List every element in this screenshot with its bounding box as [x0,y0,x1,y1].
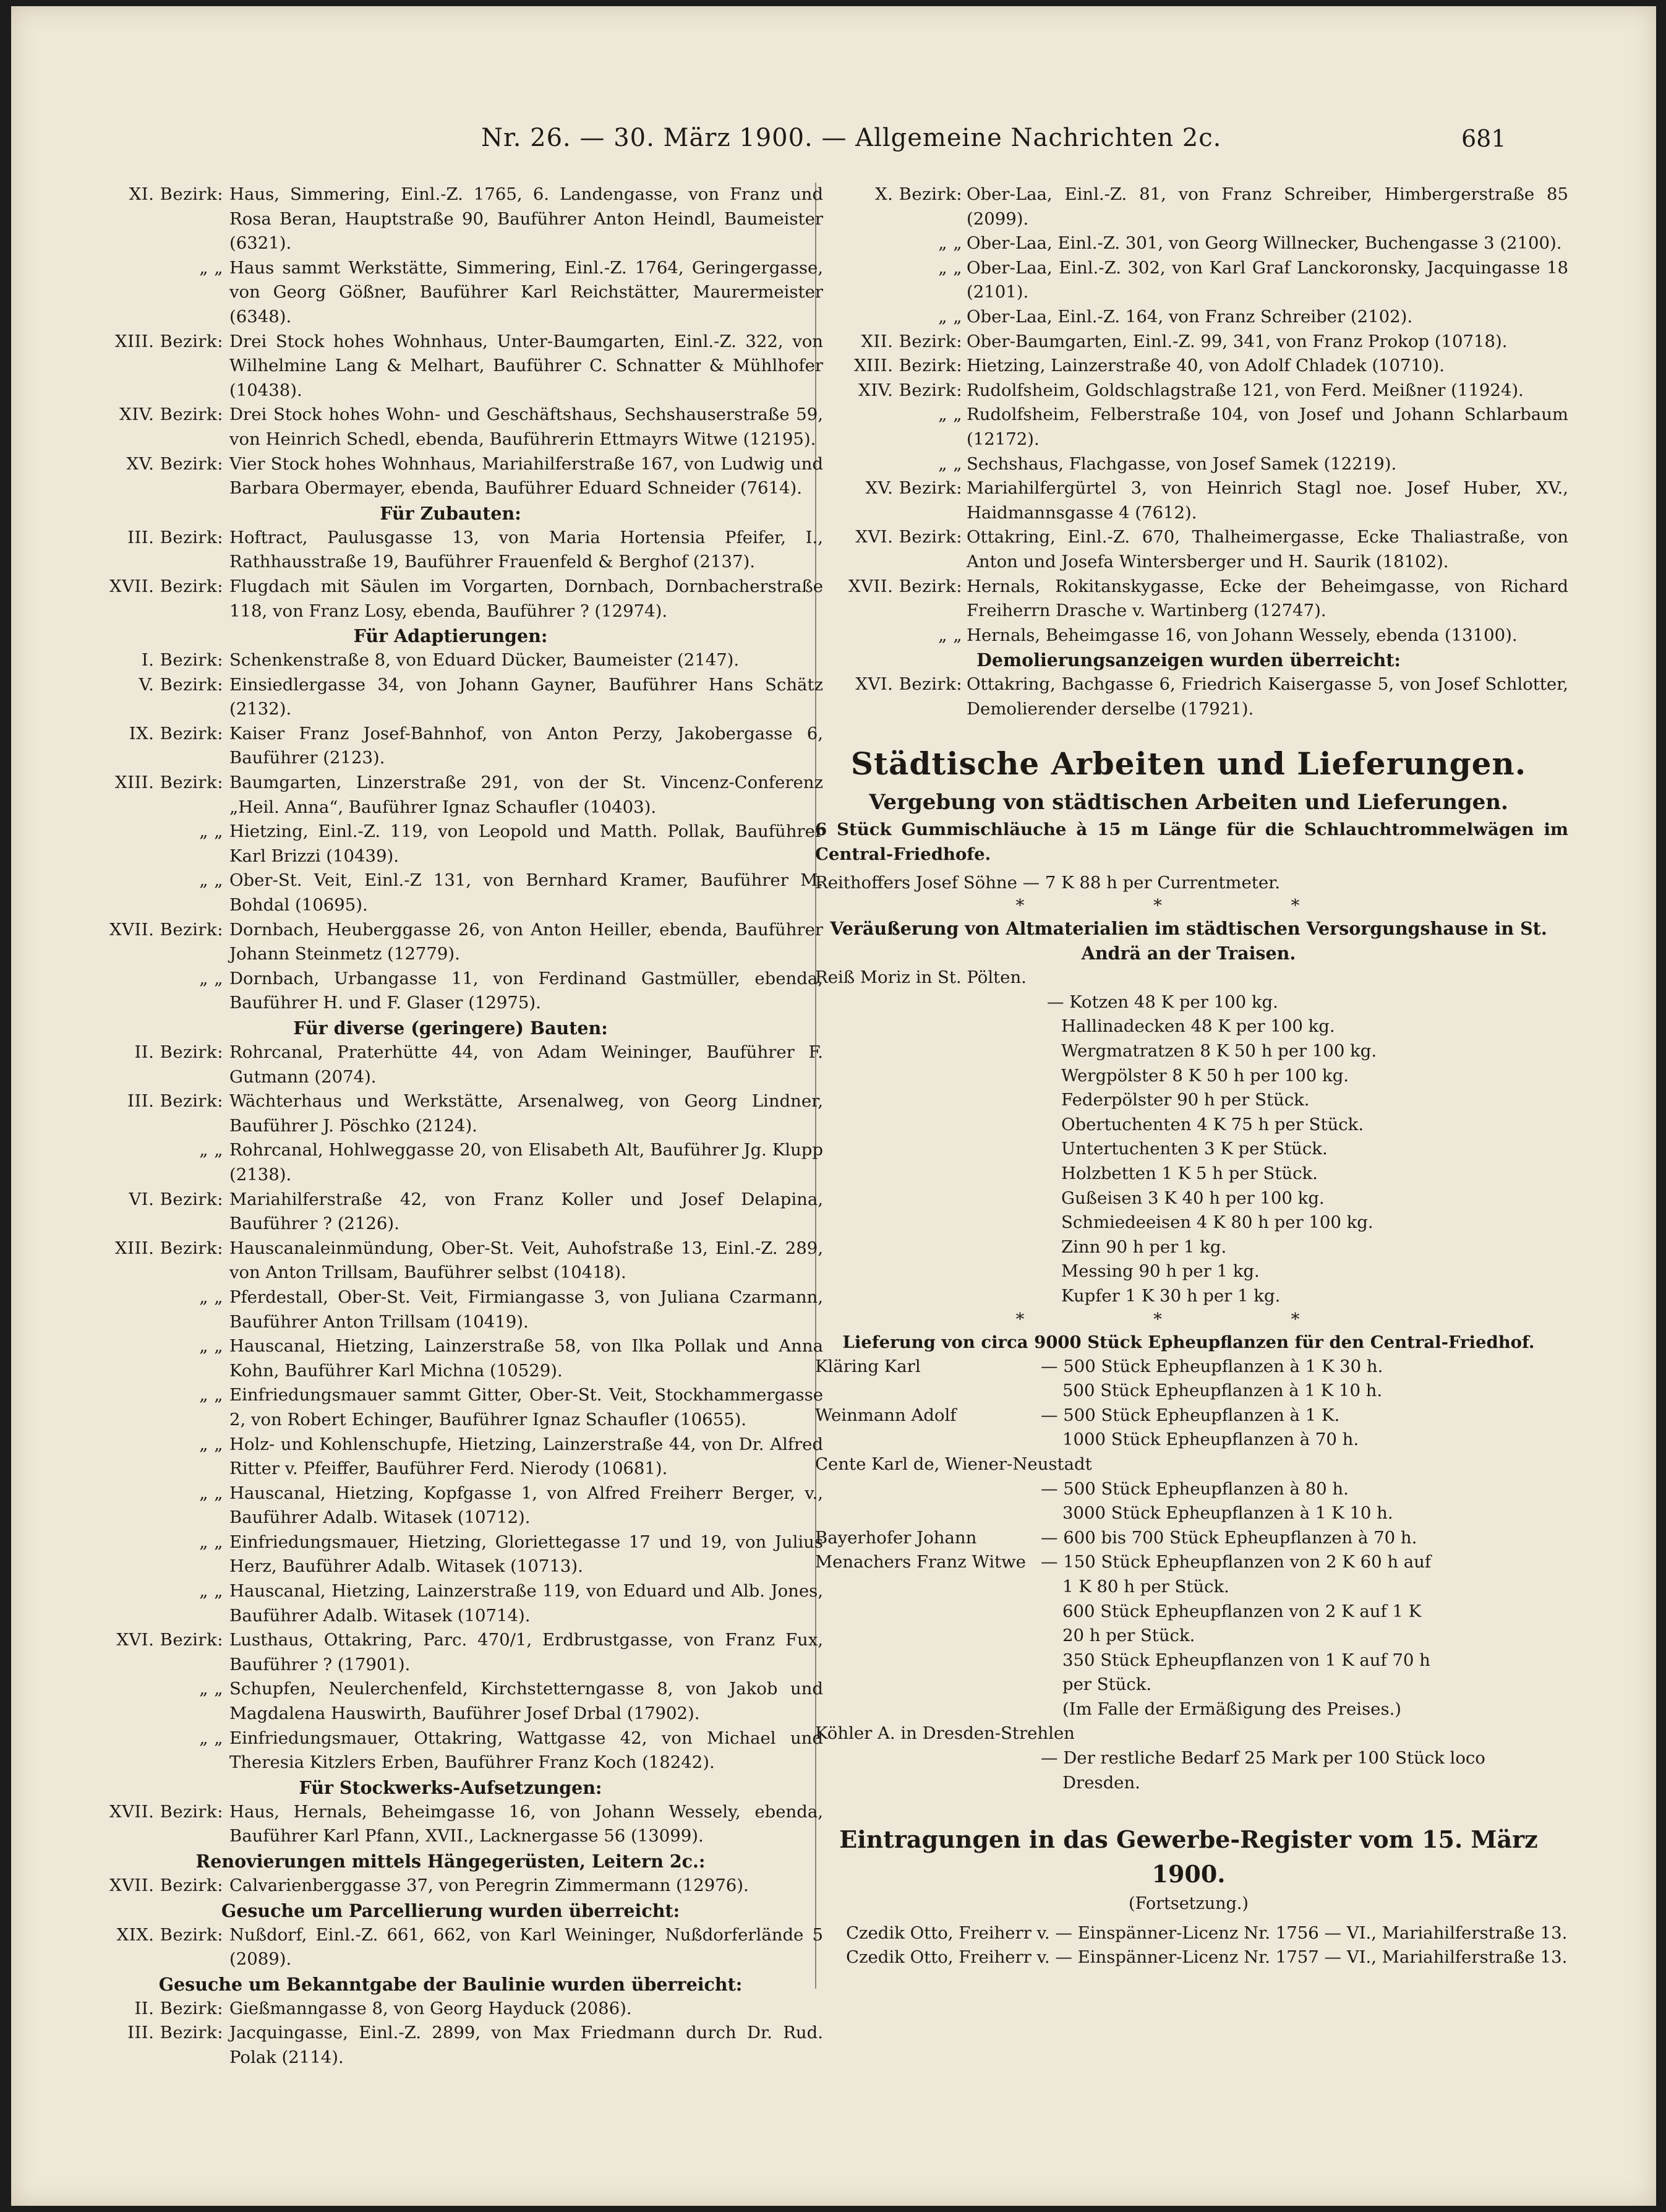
offer-text: 600 Stück Epheupflanzen von 2 K auf 1 K [1062,1601,1422,1621]
district-label: „ „ [199,1140,223,1160]
price-line: — Kotzen 48 K per 100 kg. [1047,992,1278,1012]
offer-text: Dresden. [1062,1772,1140,1793]
entry-text: Rudolfsheim, Felberstraße 104, von Josef und Johann Schlarbaum (12172). [967,405,1568,449]
list-item [809,305,1568,330]
list-item [78,1089,823,1138]
list-item [78,918,823,967]
offer-text: — 500 Stück Epheupflanzen à 80 h. [1041,1478,1349,1499]
price-line: Wergpölster 8 K 50 h per 100 kg. [1061,1065,1349,1086]
district-label: XIII. Bezirk: [115,1238,223,1258]
entry-text: Hauscanal, Hietzing, Kopfgasse 1, von Alfred Freiherr Berger, v., Bauführer Adalb. Witasek (10712). [229,1483,823,1528]
list-item [809,672,1568,721]
page-number: 681 [1461,125,1506,152]
list-item [78,1383,823,1432]
entry-text: Baumgarten, Linzerstraße 291, von der St. Vincenz-Conferenz „Heil. Anna“, Bauführer Ignaz Schaufler (10403). [229,773,823,817]
list-item [78,967,823,1016]
offer-text: (Im Falle der Ermäßigung des Preises.) [1062,1699,1402,1719]
entry-text: Haus, Simmering, Einl.-Z. 1765, 6. Landengasse, von Franz und Rosa Beran, Hauptstraße 90, Bauführer Anton Heindl, Baumeister (6321). [229,184,823,254]
district-label: XI. Bezirk: [129,184,223,204]
offer-text: 350 Stück Epheupflanzen von 1 K auf 70 h [1062,1650,1430,1670]
offer-row [809,1746,1568,1771]
list-item [78,1481,823,1530]
renovierung-list [78,1874,823,1898]
district-label: II. Bezirk: [134,1042,223,1062]
entry-text: Einfriedungsmauer, Ottakring, Wattgasse 42, von Michael und Theresia Kitzlers Erben, Bauführer Franz Koch (18242). [229,1728,823,1773]
list-item [78,722,823,771]
section-heading-renovierung: Renovierungen mittels Hängegerüsten, Leitern 2c.: [195,1851,706,1872]
entry-text: Dornbach, Heuberggasse 26, von Anton Heiller, ebenda, Bauführer Johann Steinmetz (12779). [229,919,823,964]
district-label: VI. Bezirk: [129,1189,223,1209]
list-item [78,673,823,722]
district-label: XIII. Bezirk: [854,356,962,376]
offer-row [809,1624,1568,1648]
entry-text: Hietzing, Einl.-Z. 119, von Leopold und Matth. Pollak, Bauführer Karl Brizzi (10439). [229,821,823,866]
offer-text: per Stück. [1062,1674,1152,1695]
entry-text: Haus sammt Werkstätte, Simmering, Einl.-Z. 1764, Geringergasse, von Georg Gößner, Bauführer Karl Reichstätter, Maurermeister (6348). [229,257,823,327]
district-label: IX. Bezirk: [129,723,223,744]
entry-text: Einsiedlergasse 34, von Johann Gayner, Bauführer Hans Schätz (2132). [229,674,823,719]
district-label: XV. Bezirk: [865,478,962,499]
separator-stars-2: * * * [1015,1309,1362,1329]
district-label: XIX. Bezirk: [116,1924,223,1945]
list-item [78,330,823,403]
entry-text: Calvarienberggasse 37, von Peregrin Zimmermann (12976). [229,1875,749,1895]
district-label: I. Bezirk: [141,650,223,671]
district-label: XVII. Bezirk: [109,1801,223,1822]
list-item [78,182,823,256]
list-item [809,379,1568,403]
entry-text: Ottakring, Bachgasse 6, Friedrich Kaisergasse 5, von Josef Schlotter, Demolierender derselbe (17921). [967,674,1568,719]
section-heading-parcellierung: Gesuche um Parcellierung wurden überreicht: [221,1900,680,1921]
list-item [78,1874,823,1898]
district-label: „ „ [199,1679,223,1699]
list-item [78,1628,823,1677]
section-heading-zubauten: Für Zubauten: [380,502,521,524]
bidder-name: Menachers Franz Witwe [815,1552,1026,1572]
district-label: XIII. Bezirk: [115,773,223,793]
district-label: V. Bezirk: [139,674,223,695]
list-item [78,575,823,624]
zubauten-list [78,526,823,624]
list-item [78,403,823,452]
price-line: Kupfer 1 K 30 h per 1 kg. [1061,1285,1281,1306]
entry-text: Mariahilferstraße 42, von Franz Koller und Josef Delapina, Bauführer ? (2126). [229,1189,823,1234]
building-permits-list-continued [809,182,1568,648]
district-label: „ „ [938,405,962,425]
entry-text: Einfriedungsmauer sammt Gitter, Ober-St. Veit, Stockhammergasse 2, von Robert Echinger, Bauführer Ignaz Schaufler (10655). [229,1385,823,1430]
left-column [78,182,823,2070]
district-label: „ „ [199,1287,223,1307]
district-label: XVI. Bezirk: [855,674,962,695]
district-label: XVII. Bezirk: [109,919,223,940]
offer-row [809,1404,1568,1428]
baulinie-list [78,1997,823,2070]
list-item [78,771,823,820]
vergebung-heading: Vergebung von städtischen Arbeiten und Lieferungen. [869,790,1508,815]
entry-text: Ober-Laa, Einl.-Z. 301, von Georg Willnecker, Buchengasse 3 (2100). [967,233,1562,254]
district-label: XV. Bezirk: [126,453,223,474]
district-label: X. Bezirk: [875,184,962,204]
offer-text: — 500 Stück Epheupflanzen à 1 K. [1041,1405,1340,1425]
entry-text: Mariahilfergürtel 3, von Heinrich Stagl noe. Josef Huber, XV., Haidmannsgasse 4 (7612). [967,478,1568,523]
list-item [78,1923,823,1972]
district-label: XVI. Bezirk: [855,527,962,547]
entry-text: Rudolfsheim, Goldschlagstraße 121, von Ferd. Meißner (11924). [967,380,1524,400]
register-heading: Eintragungen in das Gewerbe-Register vom 15. März 1900. [839,1825,1538,1888]
entry-text: Jacquingasse, Einl.-Z. 2899, von Max Friedmann durch Dr. Rud. Polak (2114). [229,2023,823,2067]
list-item [78,1800,823,1849]
list-item [78,648,823,673]
offer-text: 20 h per Stück. [1062,1626,1195,1646]
list-item [78,526,823,575]
section-heading-baulinie: Gesuche um Bekanntgabe der Baulinie wurden überreicht: [158,1973,743,1995]
offer-row [809,1428,1568,1452]
entry-text: Einfriedungsmauer, Hietzing, Gloriettegasse 17 und 19, von Julius Herz, Bauführer Adalb. Witasek (10713). [229,1532,823,1577]
entry-text: Drei Stock hohes Wohnhaus, Unter-Baumgarten, Einl.-Z. 322, von Wilhelmine Lang & Melhart, Bauführer C. Schnatter & Mühlhofer (10438). [229,331,823,400]
entry-text: Sechshaus, Flachgasse, von Josef Samek (12219). [967,453,1397,474]
register-continuation: (Fortsetzung.) [1129,1894,1249,1914]
district-label: „ „ [938,306,962,327]
price-line: Untertuchenten 3 K per Stück. [1061,1139,1328,1159]
building-permits-list [78,182,823,501]
district-label: III. Bezirk: [127,2023,223,2043]
entry-text: Lusthaus, Ottakring, Parc. 470/1, Erdbrustgasse, von Franz Fux, Bauführer ? (17901). [229,1630,823,1674]
district-label: XVII. Bezirk: [109,576,223,596]
price-line: Hallinadecken 48 K per 100 kg. [1061,1016,1335,1037]
offer-text: 1000 Stück Epheupflanzen à 70 h. [1062,1430,1359,1450]
district-label: „ „ [199,1483,223,1503]
demolierung-list [809,672,1568,721]
register-entries [809,1921,1568,1970]
altmaterial-items [809,990,1568,1309]
district-label: „ „ [199,1532,223,1552]
list-item [809,452,1568,477]
entry-text: Gießmanngasse 8, von Georg Hayduck (2086). [229,1998,632,2018]
district-label: XIV. Bezirk: [119,405,223,425]
register-entry: Czedik Otto, Freiherr v. — Einspänner-Licenz Nr. 1757 — VI., Mariahilferstraße 13. [846,1947,1568,1968]
offer-row [809,1452,1568,1477]
district-label: „ „ [199,1336,223,1357]
offer-row [809,1771,1568,1796]
district-label: „ „ [199,257,223,278]
district-label: XVII. Bezirk: [109,1875,223,1895]
right-column [809,182,1568,1970]
offer-text: — 150 Stück Epheupflanzen von 2 K 60 h auf [1041,1552,1432,1572]
newspaper-page [11,6,1656,2206]
district-label: „ „ [199,968,223,988]
list-item [78,452,823,501]
entry-text: Vier Stock hohes Wohnhaus, Mariahilferstraße 167, von Ludwig und Barbara Obermayer, ebenda, Bauführer Eduard Schneider (7614). [229,453,823,499]
district-label: „ „ [938,453,962,474]
section-heading-adaptierungen: Für Adaptierungen: [353,625,548,647]
entry-text: Hauscanal, Hietzing, Lainzerstraße 58, von Ilka Pollak und Anna Kohn, Bauführer Karl Michna (10529). [229,1336,823,1381]
offer-row [809,1379,1568,1404]
district-label: „ „ [938,233,962,254]
altmaterial-heading: Veräußerung von Altmaterialien im städtischen Versorgungshause in St. Andrä an der Traisen. [830,918,1547,964]
list-item [78,1726,823,1775]
offer-row [809,1550,1568,1575]
offer-text: 1 K 80 h per Stück. [1062,1576,1229,1597]
district-label: XVII. Bezirk: [848,576,962,596]
entry-text: Wächterhaus und Werkstätte, Arsenalweg, von Georg Lindner, Bauführer J. Pöschko (2124). [229,1091,823,1136]
list-item [78,1188,823,1237]
district-label: XIII. Bezirk: [115,331,223,351]
entry-text: Ober-Baumgarten, Einl.-Z. 99, 341, von Franz Prokop (10718). [967,331,1508,351]
list-item [78,1433,823,1481]
district-label: „ „ [199,1728,223,1748]
entry-text: Flugdach mit Säulen im Vorgarten, Dornbach, Dornbacherstraße 118, von Franz Losy, ebenda, Bauführer ? (12974). [229,576,823,621]
list-item [78,868,823,917]
list-item [809,182,1568,231]
register-entry: Czedik Otto, Freiherr v. — Einspänner-Licenz Nr. 1756 — VI., Mariahilferstraße 13. [846,1923,1568,1943]
offer-row [809,1526,1568,1551]
section-heading-diverse: Für diverse (geringere) Bauten: [293,1018,608,1039]
epheu-heading: Lieferung von circa 9000 Stück Epheupflanzen für den Central-Friedhof. [842,1332,1535,1352]
entry-text: Schupfen, Neulerchenfeld, Kirchstetterngasse 8, von Jakob und Magdalena Hauswirth, Bauführer Josef Drbal (17902). [229,1679,823,1724]
list-item [78,1285,823,1334]
list-item [78,1138,823,1187]
list-item [809,330,1568,354]
list-item [809,403,1568,452]
offer-row [809,1501,1568,1526]
entry-text: Haus, Hernals, Beheimgasse 16, von Johann Wessely, ebenda, Bauführer Karl Pfann, XVII., Lacknergasse 56 (13099). [229,1801,823,1846]
page-header [11,124,1656,167]
diverse-bauten-list [78,1040,823,1775]
gummi-text: 6 Stück Gummischläuche à 15 m Länge für die Schlauchtrommelwägen im Central-Friedhofe. [815,820,1568,865]
district-label: „ „ [938,625,962,645]
list-item [78,1579,823,1628]
list-item [78,256,823,330]
offer-row [809,1355,1568,1379]
list-item [78,820,823,868]
district-label: XII. Bezirk: [861,331,962,351]
list-item [78,1530,823,1579]
bidder-name: Weinmann Adolf [815,1405,957,1425]
offer-row [809,1697,1568,1722]
list-item [78,1237,823,1285]
entry-text: Hernals, Rokitanskygasse, Ecke der Beheimgasse, von Richard Freiherrn Drasche v. Wartinberg (12747). [967,576,1568,621]
offer-row [809,1721,1568,1746]
altmaterial-buyer: Reiß Moriz in St. Pölten. [815,967,1027,988]
offer-text: — 600 bis 700 Stück Epheupflanzen à 70 h. [1041,1527,1417,1548]
offer-text: 500 Stück Epheupflanzen à 1 K 10 h. [1062,1381,1383,1401]
offer-row [809,1673,1568,1697]
parcellierung-list [78,1923,823,1972]
gummi-line: Reithoffers Josef Söhne — 7 K 88 h per Currentmeter. [815,872,1280,893]
entry-text: Nußdorf, Einl.-Z. 661, 662, von Karl Weininger, Nußdorferlände 5 (2089). [229,1924,823,1970]
list-item [78,1677,823,1726]
entry-text: Ober-Laa, Einl.-Z. 81, von Franz Schreiber, Himbergerstraße 85 (2099). [967,184,1568,229]
entry-text: Hoftract, Paulusgasse 13, von Maria Hortensia Pfeifer, I., Rathhausstraße 19, Bauführer Frauenfeld & Berghof (2137). [229,527,823,572]
offer-row [809,1477,1568,1502]
running-title: Nr. 26. — 30. März 1900. — Allgemeine Nachrichten 2c. [481,124,1222,152]
entry-text: Schenkenstraße 8, von Eduard Dücker, Baumeister (2147). [229,650,740,671]
entry-text: Holz- und Kohlenschupfe, Hietzing, Lainzerstraße 44, von Dr. Alfred Ritter v. Pfeiffer, Bauführer Ferd. Nierody (10681). [229,1434,823,1479]
entry-text: Kaiser Franz Josef-Bahnhof, von Anton Perzy, Jakobergasse 6, Bauführer (2123). [229,723,823,768]
offer-text: — 500 Stück Epheupflanzen à 1 K 30 h. [1041,1356,1383,1376]
list-item [78,1040,823,1089]
entry-text: Rohrcanal, Praterhütte 44, von Adam Weininger, Bauführer F. Gutmann (2074). [229,1042,823,1087]
entry-text: Ober-St. Veit, Einl.-Z 131, von Bernhard Kramer, Bauführer M. Bohdal (10695). [229,870,823,915]
separator-stars: * * * [1015,896,1362,916]
price-line: Federpölster 90 h per Stück. [1061,1090,1310,1110]
price-line: Schmiedeeisen 4 K 80 h per 100 kg. [1061,1212,1373,1233]
bidder-name: Köhler A. in Dresden-Strehlen [815,1723,1075,1744]
section-heading-stockwerk: Für Stockwerks-Aufsetzungen: [299,1777,602,1798]
entry-text: Drei Stock hohes Wohn- und Geschäftshaus, Sechshauserstraße 59, von Heinrich Schedl, ebenda, Bauführerin Ettmayrs Witwe (12195). [229,405,823,449]
list-item [809,575,1568,624]
stockwerk-list [78,1800,823,1849]
list-item [809,476,1568,525]
price-line: Wergmatratzen 8 K 50 h per 100 kg. [1061,1041,1377,1061]
entry-text: Ober-Laa, Einl.-Z. 164, von Franz Schreiber (2102). [967,306,1413,327]
bidder-name: Cente Karl de, Wiener-Neustadt [815,1454,1092,1474]
entry-text: Hauscanal, Hietzing, Lainzerstraße 119, von Eduard und Alb. Jones, Bauführer Adalb. Witasek (10714). [229,1581,823,1626]
list-item [809,624,1568,648]
district-label: III. Bezirk: [127,527,223,547]
entry-text: Dornbach, Urbangasse 11, von Ferdinand Gastmüller, ebenda, Bauführer H. und F. Glaser (12975). [229,968,823,1013]
price-line: Obertuchenten 4 K 75 h per Stück. [1061,1114,1364,1134]
district-label: XVI. Bezirk: [116,1630,223,1650]
district-label: „ „ [199,1434,223,1454]
list-item [78,1997,823,2021]
offer-row [809,1575,1568,1600]
section-title-staedtische-arbeiten: Städtische Arbeiten und Lieferungen. [850,745,1527,782]
list-item [809,354,1568,379]
price-line: Zinn 90 h per 1 kg. [1061,1237,1227,1257]
district-label: III. Bezirk: [127,1091,223,1112]
district-label: „ „ [199,870,223,891]
adaptierungen-list [78,648,823,1016]
section-heading-demolierung: Demolierungsanzeigen wurden überreicht: [976,649,1401,671]
bidder-name: Bayerhofer Johann [815,1527,977,1548]
entry-text: Rohrcanal, Hohlweggasse 20, von Elisabeth Alt, Bauführer Jg. Klupp (2138). [229,1140,823,1185]
bidder-name: Kläring Karl [815,1356,921,1376]
price-line: Holzbetten 1 K 5 h per Stück. [1061,1164,1318,1183]
list-item [809,231,1568,256]
price-line: Gußeisen 3 K 40 h per 100 kg. [1061,1188,1325,1208]
list-item [78,2021,823,2070]
entry-text: Hietzing, Lainzerstraße 40, von Adolf Chladek (10710). [967,356,1445,376]
entry-text: Ober-Laa, Einl.-Z. 302, von Karl Graf Lanckoronsky, Jacquingasse 18 (2101). [967,257,1568,302]
district-label: „ „ [199,1581,223,1601]
district-label: „ „ [199,821,223,842]
offer-text: — Der restliche Bedarf 25 Mark per 100 Stück loco [1041,1748,1485,1768]
list-item [78,1334,823,1383]
price-line: Messing 90 h per 1 kg. [1061,1261,1260,1282]
entry-text: Hauscanaleinmündung, Ober-St. Veit, Auhofstraße 13, Einl.-Z. 289, von Anton Trillsam, Bauführer selbst (10418). [229,1238,823,1283]
district-label: XIV. Bezirk: [858,380,962,400]
entry-text: Pferdestall, Ober-St. Veit, Firmiangasse 3, von Juliana Czarmann, Bauführer Anton Trillsam (10419). [229,1287,823,1332]
offer-row [809,1600,1568,1624]
offer-row [809,1648,1568,1673]
entry-text: Ottakring, Einl.-Z. 670, Thalheimergasse, Ecke Thaliastraße, von Anton und Josefa Wintersberger und H. Saurik (18102). [967,527,1568,572]
district-label: II. Bezirk: [134,1998,223,2018]
district-label: „ „ [199,1385,223,1405]
epheu-offers [809,1355,1568,1796]
list-item [809,525,1568,574]
district-label: „ „ [938,257,962,278]
list-item [809,256,1568,305]
entry-text: Hernals, Beheimgasse 16, von Johann Wessely, ebenda (13100). [967,625,1518,645]
offer-text: 3000 Stück Epheupflanzen à 1 K 10 h. [1062,1503,1393,1524]
